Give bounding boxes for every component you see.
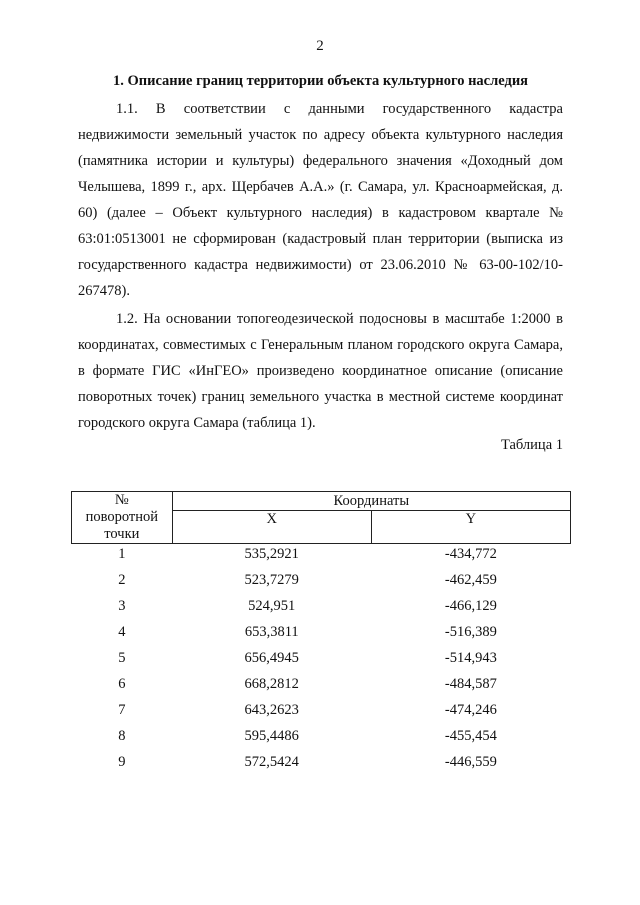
cell-n: 6	[118, 676, 126, 692]
cell-x: 656,4945	[244, 650, 299, 666]
cell-n: 9	[118, 754, 126, 770]
cell-n: 7	[118, 702, 126, 718]
cell-n: 3	[118, 598, 126, 614]
header-coordinates: Координаты	[172, 492, 570, 511]
table-row	[72, 622, 571, 648]
table-row	[72, 674, 571, 700]
coordinates-table	[71, 491, 571, 778]
cell-n: 1	[118, 546, 126, 562]
header-point-symbol: №	[114, 492, 129, 508]
page-number: 2	[316, 38, 324, 54]
header-y: Y	[371, 511, 570, 544]
cell-x: 668,2812	[244, 676, 299, 692]
cell-x: 535,2921	[244, 546, 299, 562]
table-row	[72, 596, 571, 622]
cell-y: -474,246	[444, 702, 497, 718]
table-body	[72, 544, 571, 779]
table-row	[72, 700, 571, 726]
cell-y: -462,459	[444, 572, 497, 588]
cell-x: 653,3811	[244, 624, 299, 640]
cell-n: 5	[118, 650, 126, 666]
cell-x: 595,4486	[244, 728, 299, 744]
header-point-word: поворотной	[85, 509, 159, 525]
table-caption: Таблица 1	[500, 437, 563, 453]
cell-y: -514,943	[444, 650, 497, 666]
cell-y: -446,559	[444, 754, 497, 770]
table-row	[72, 570, 571, 596]
table-row	[72, 544, 571, 571]
header-x: X	[172, 511, 371, 544]
cell-n: 4	[118, 624, 126, 640]
paragraph-1-1: 1.1. В соответствии с данными государственного кадастра недвижимости земельный участок по адресу объекта культурного наследия (памятника истории и культуры) федерального значения «Доходный дом Челышева, 1899 г., арх. Щербачев А.А.» (г. Самара, ул. Красноармейская, д. 60) (далее – Объект культурного наследия) в кадастровом квартале № 63:01:0513001 не сформирован (кадастровый план территории (выписка из государственного кадастра недвижимости) от 23.06.2010 № 63-00-102/10-267478).	[78, 101, 563, 299]
table-row	[72, 752, 571, 778]
table-row	[72, 648, 571, 674]
cell-n: 8	[118, 728, 126, 744]
section-heading: 1. Описание границ территории объекта культурного наследия	[112, 73, 529, 89]
cell-n: 2	[118, 572, 126, 588]
cell-x: 524,951	[248, 598, 296, 614]
cell-x: 643,2623	[244, 702, 299, 718]
header-point-word-2: точки	[104, 526, 140, 542]
header-point-number	[72, 492, 173, 544]
cell-y: -484,587	[444, 676, 497, 692]
cell-y: -455,454	[444, 728, 497, 744]
cell-y: -434,772	[444, 546, 497, 562]
table-row	[72, 726, 571, 752]
cell-y: -516,389	[444, 624, 497, 640]
cell-y: -466,129	[444, 598, 497, 614]
paragraph-1-2: 1.2. На основании топогеодезической подосновы в масштабе 1:2000 в координатах, совместимых с Генеральным планом городского округа Самара, в формате ГИС «ИнГЕО» произведено координатное описание (описание поворотных точек) границ земельного участка в местной системе координат городского округа Самара (таблица 1).	[78, 311, 563, 431]
cell-x: 572,5424	[244, 754, 299, 770]
cell-x: 523,7279	[244, 572, 299, 588]
